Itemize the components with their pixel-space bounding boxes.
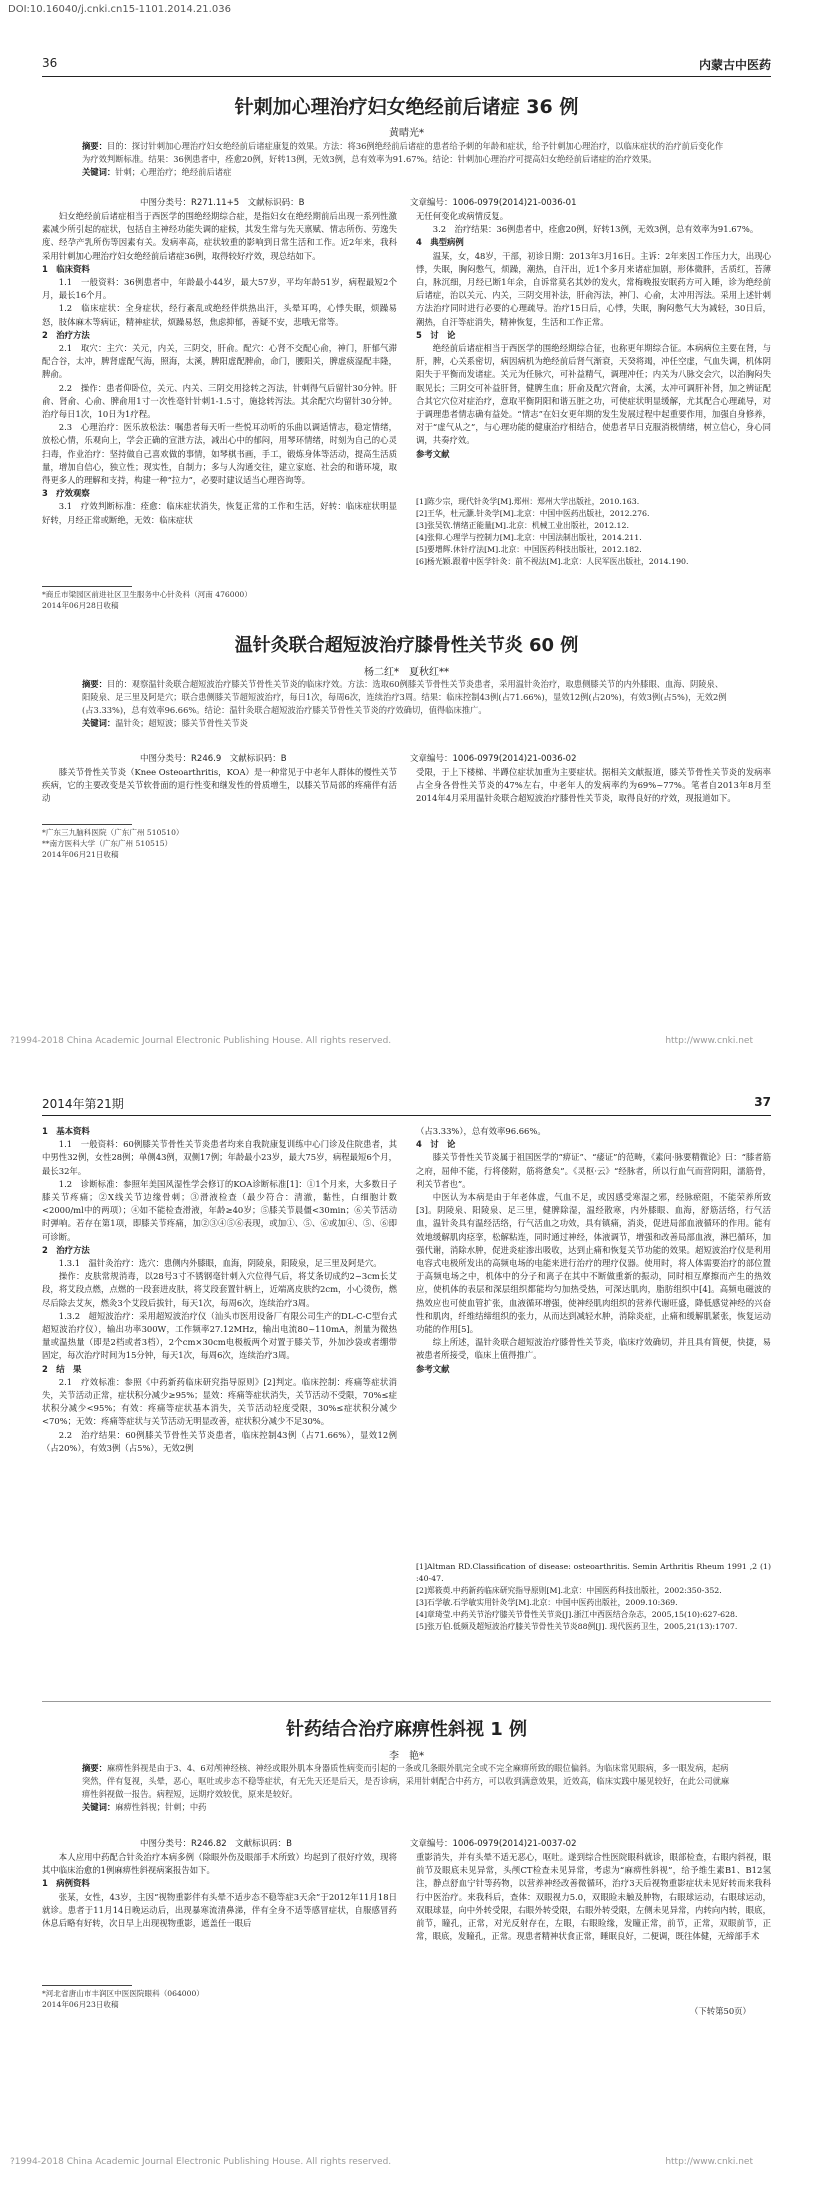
paragraph: 3.2 治疗结果：36例患者中，痊愈20例，好转13例，无效3例，总有效率为91.67%。: [432, 224, 759, 235]
case-heading: 1 病例资料: [42, 1878, 90, 1889]
article-title: 针刺加心理治疗妇女绝经前后诸症 36 例: [234, 96, 579, 118]
paragraph: 操作：皮肤常规消毒，以28号3寸不锈钢毫针刺入穴位得气后，将艾条切成约2~3cm长艾段，将艾段点燃，点燃的一段套进皮肤，将艾段套置针柄上，近端离皮肤约2cm，小心烫伤，燃尽后除去艾灰，燃灸3个艾段后拔针，每天1次，每周6次，连续治疗3周。: [42, 1271, 397, 1308]
article3-left-column: [42, 1851, 397, 1981]
article2-intro: 膝关节骨性关节炎（Knee Osteoarthritis，KOA）是一种常见于中老年人群体的慢性关节疾病，它的主要改变是关节软骨面的退行性变和继发性的骨质增生，以膝关节局部的疼痛伴有活动: [42, 767, 397, 804]
paragraph: 妇女绝经前后诸症相当于西医学的围绝经期综合症，是指妇女在绝经期前后出现一系列性激素减少所引起的症状，包括自主神经功能失调的症候，其发生常与先天禀赋、情志所伤、劳逸失度、经孕产乳所伤等因素有关。发病率高，症状较重的影响到日常生活和工作。近2年来，我科采用针刺加心理治疗妇女绝经前后诸症36例，取得较好疗效，现总结如下。: [42, 211, 397, 261]
abstract-text: 目的：探讨针刺加心理治疗妇女绝经前后诸症康复的效果。方法：将36例绝经前后诸症的患者给予刺的年龄和症状，给予针刺加心理治疗，以临床症状的治疗前后变化作为疗效判断标准。结果：36例患者中，痊愈20例，好转13例，无效3例，总有效率为91.67%。结论：针刺加心理治疗可提高妇女绝经前后诸症的治疗效果。: [82, 141, 724, 164]
journal-name: 内蒙古中医药: [698, 58, 771, 72]
article3-right-column: [416, 1851, 771, 2001]
article-author-3: 李 艳*: [389, 1751, 424, 1762]
article-title-2: 温针灸联合超短波治疗膝骨性关节炎 60 例: [234, 635, 579, 656]
paragraph: 中医认为本病是由于年老体虚，气血不足，或因感受寒湿之邪，经脉瘀阻，不能荣养所致[3]。阴陵泉、阳陵泉、足三里，健脾除湿，温经散寒，内外膝眼、血海，舒筋活络，行气活血，温针灸具有温经活络，行气活血之功效，具有镇痛，消炎，促进局部血液循环的作用。能有效地缓解肌肉痉挛，松解粘连，同时通过神经，体液调节，增强和改善局部血液，淋巴循环，加强代谢，消除水肿，促进炎症渗出吸收，达到止痛和恢复关节功能的效果。超短波治疗仪是利用电容式电极所发出的高频电场的电能来进行治疗的理疗仪器。使用时，将人体需要治疗的部位置于高频电场之中，机体中的分子和离子在其中不断做重新的振动，同时相互摩擦而产生的热效应，使机体的表层和深层组织都能均匀加热受热，可深达肌肉，脂肪组织中[4]。高频电磁波的热效应也可使血管扩张，血液循环增强，使神经肌肉组织的营养代谢旺盛，降低感觉神经的兴奋性和肌肉，纤维结缔组织的张力，从而达到减轻水肿，消除炎症，止痛和缓解肌紧张，恢复运动功能的作用[5]。: [416, 1192, 771, 1335]
abstract-label-2: 摘要：: [82, 679, 107, 689]
paragraph: 1.1 一般资料：60例膝关节骨性关节炎患者均来自我院康复训练中心门诊及住院患者，其中男性32例，女性28例；单侧43例，双侧17例；年龄最小23岁，最大75岁，病程最短6个月，最长32年。: [42, 1139, 397, 1176]
affiliation-2a: *广东三九脑科医院（广东广州 510510）: [42, 828, 184, 837]
paragraph: 1.2 临床症状：全身症状，经行紊乱或绝经伴烘热出汗，头晕耳鸣，心悸失眠，烦躁易怒，肢体麻木等病证，精神症状，烦躁易怒，焦虑抑郁，善疑不安，悲哦无常等。: [42, 303, 397, 327]
paragraph: 无任何变化或病情反复。: [416, 211, 509, 221]
keywords-text-2: 温针灸；超短波；膝关节骨性关节炎: [115, 718, 248, 728]
page-number: 36: [42, 56, 58, 70]
paragraph: 绝经前后诸症相当于西医学的围绝经期综合征，也称更年期综合征。本病病位主要在肾，与肝，脾，心关系密切，病因病机为绝经前后肾气渐衰，天癸将竭，冲任空虚，气血失调，机体阴阳失于平衡而发诸症。关元为任脉穴，可补益精气，调理冲任；内关为八脉交会穴，以治胸闷失眠见长；三阴交可补益肝肾，健脾生血；肝俞及配穴肾俞，太溪，太冲可调肝补肾，加之辨证配合其它穴位对症治疗，意取平衡阴阳和谐五脏之功，可使症状明显缓解，尤其配合心理疏导，对于调理患者情志确有益处。“情志”在妇女更年期的发生发展过程中起重要作用，加强自身修养，对于“虚气从之”，与心理功能的健康治疗相结合，使患者早日克服消极情绪，树立信心，身心同调，共奏疗效。: [416, 343, 771, 446]
page-header: [42, 56, 771, 77]
abstract-text-3: 麻痹性斜视是由于3、4、6对颅神经核、神经或眼外肌本身器质性病变而引起的一条或几条眼外肌完全或不完全麻痹所致的眼位偏斜。为临床常见眼病，多一眼发病，起病突然，伴有复视，头晕，恶心，呕吐或步态不稳等症状，有无先天还是后天，是否诊病，采用针刺配合中药方，可以收到满意效果，近效高，临床实践中屡见较好，在此公司就麻痹性斜视做一报告。病程短，远期疗效较优，原来是较好。: [82, 1763, 730, 1799]
page2-right-column: [416, 1125, 771, 1560]
section-heading: 参考文献: [416, 448, 450, 459]
article-title-3: 针药结合治疗麻痹性斜视 1 例: [285, 1719, 528, 1740]
keywords-label-2: 关键词：: [82, 718, 116, 728]
issue-label: 2014年第21期: [42, 1097, 124, 1111]
reference-item: [2]王华，杜元灏.针灸学[M].北京：中国中医药出版社，2012.276.: [416, 509, 650, 518]
page2-left-column: [42, 1125, 397, 1690]
keywords-label: 关键词：: [82, 167, 116, 177]
affiliation: *商丘市梁园区前进社区卫生服务中心针灸科（河南 476000）: [42, 590, 252, 599]
abstract-text-2: 目的：观察温针灸联合超短波治疗膝关节骨性关节炎的临床疗效。方法：选取60例膝关节骨性关节炎患者，采用温针灸治疗，取患侧膝关节的内外膝眼、血海、阴陵泉、阳陵泉、足三里及阿是穴；联合患侧膝关节超短波治疗，每日1次，每周6次，连续治疗3周。结果：临床控制43例(占71.66%)，显效12例(占20%)，有效3例(占5%)，无效2例(占3.33%)，总有效率96.66%。结论：温针灸联合超短波治疗膝关节骨性关节炎的疗效确切，值得临床推广。: [82, 679, 727, 715]
keywords-text: 针刺；心理治疗；绝经前后诸症: [115, 167, 232, 177]
article2-footnote: [42, 824, 397, 860]
article3-continued: 重影消失，并有头晕不适无恶心，呕吐。遂到综合性医院眼科就诊，眼部检查，右眼内斜视，眼前节及眼底未见异常，头颅CT检查未见异常，考虑为“麻痹性斜视”，给予维生素B1、B12氢注，静点舒血宁针等药物，以营养神经改善微循环，治疗3天后视物重影症状未见好转而来我科行中医治疗。来我科后，查体：双眼视力5.0，双眼睑未触及肿物，右眼球运动，右眼球运动，双眼球显，向中外转受限，右眼外转受限，右眼外转受限，左侧未见异常，内转向内转，眼底，前节，瞳孔，正常，对光反射存在，左眼，右眼睑缘，发瞳正常，前节，正常，双眼前节，正常，眼底，发瞳孔，正常。现患者精神状食正常，睡眠良好，二便调，既往体健，无缔部手术: [416, 1852, 771, 1942]
classification-left-3: 中图分类号：R246.82 文献标识码：B: [140, 1839, 292, 1849]
paragraph: 温某，女，48岁，干部，初诊日期：2013年3月16日。主诉：2年来因工作压力大，出现心悸，失眠，胸闷憋气，烦躁，潮热，自汗出，近1个多月来诸症加剧，形体微胖，舌质红，苔薄白，脉沉细，月经已断1年余，自诉常莫名其妙的发火，常梅晚报安眠药方可入睡，诊为绝经前后诸症，治以关元、内关，三阴交用补法，肝俞泻法，神门、心俞，太冲用泻法。采用上述针刺方法治疗同时进行必要的心理疏导。治疗15日后，心悸，失眠，胸闷憋气大为减轻，30日后，潮热，自汗等症消失，精神恢复，生活和工作正常。: [416, 250, 771, 327]
article2-continued: 受限，于上下楼梯、半蹲位症状加重为主要症状。据相关文献报道，膝关节骨性关节炎的发病率占全身各骨性关节炎的47%左右，中老年人的发病率约为69%~77%。笔者自2013年8月至2014年4月采用温针灸联合超短波治疗膝骨性关节炎，取得良好的疗效，现报道如下。: [416, 767, 771, 804]
classification-right-2: 文章编号：1006-0979(2014)21-0036-02: [410, 754, 577, 764]
paragraph: 1.3.2 超短波治疗：采用超短波治疗仪（汕头市医用设备厂有限公司生产的DL-C-C型台式超短波治疗仪），输出功率300W，工作频率27.12MHz，输出电流80~110mA，剂量为微热量或温热量（即是2档或者3档），2个cm×30cm电极板两个对置于膝关节，外加沙袋或者绷带固定，每次治疗时间为15分钟，每天1次，每周6次，连续治疗3周。: [42, 1310, 397, 1361]
keywords-text-3: 麻痹性斜视；针刺；中药: [115, 1802, 207, 1812]
paragraph: 2.2 治疗结果：60例膝关节骨性关节炎患者，临床控制43例（占71.66%），显效12例（占20%），有效3例（占5%），无效2例: [42, 1429, 397, 1453]
section-heading: 4 典型病例: [416, 237, 464, 248]
received-date-3: 2014年06月23日收稿: [42, 2000, 119, 2009]
received-date: 2014年06月28日收稿: [42, 601, 119, 610]
reference-item: [4]章琦莹.中药关节治疗膝关节骨性关节炎[J].浙江中西医结合杂志，2005,15(10):627-628.: [416, 1610, 738, 1619]
copyright-text-2: ?1994-2018 China Academic Journal Electronic Publishing House. All rights reserved.: [10, 2157, 392, 2167]
cnki-link[interactable]: http://www.cnki.net: [665, 1036, 753, 1046]
article-left-column: [42, 210, 397, 582]
article-abstract: [82, 140, 731, 179]
affiliation-2b: **南方医科大学（广东广州 510515）: [42, 839, 173, 848]
article-separator: [42, 1701, 771, 1702]
section-heading: 3 疗效观察: [42, 488, 90, 499]
keywords-label-3: 关键词：: [82, 1802, 116, 1812]
section-heading: 1 基本资料: [42, 1126, 90, 1136]
reference-item: [1]陈少宗，现代针灸学[M].郑州：郑州大学出版社，2010.163.: [416, 497, 640, 506]
paragraph: 1.3.1 温针灸治疗：选穴：患侧内外膝眼，血海，阴陵泉，阳陵泉，足三里及阿是穴。: [58, 1258, 382, 1269]
section-heading: 2 治疗方法: [42, 1244, 90, 1255]
paragraph: 2.2 操作：患者仰卧位，关元、内关、三阴交用捻转之泻法，针刺得气后留针30分钟。肝俞、肾俞、心俞、脾俞用1寸一次性毫针针刺1-1.5寸，施捻转泻法。其余配穴均留针30分钟。治疗每日1次，10日为1疗程。: [42, 382, 397, 420]
article3-footnote: [42, 1985, 397, 2010]
abstract-label: 摘要：: [82, 141, 107, 151]
article-right-column: [416, 210, 771, 495]
article-abstract-3: [82, 1762, 731, 1814]
paragraph: 2.1 疗效标准：参照《中药新药临床研究指导原则》[2]判定。临床控制：疼痛等症状消失，关节活动正常，症状积分减少≥95%；显效：疼痛等症状消失，关节活动不受限，70%≤症状积分减少<95%；有效：疼痛等症状基本消失，关节活动轻度受限，30%≤症状积分减少<70%；无效：疼痛等症状与关节活动无明显改善，症状积分减少不足30%。: [42, 1376, 397, 1427]
article2-right-column: [416, 766, 771, 876]
reference-item: [6]杨光颖.跟着中医学针灸：前不视法[M].北京：人民军医出版社，2014.190.: [416, 557, 689, 566]
paragraph: 2.1 取穴：主穴：关元，内关，三阴交，肝俞。配穴：心肾不交配心俞，神门，肝郁气滞配合谷，太冲，脾肾虚配气海，照海，太溪，脾阳虚配脾俞，命门，腰阳关，脾虚痰湿配丰隆，脾俞。: [42, 343, 397, 380]
classification-left: 中图分类号：R271.11+5 文献标识码：B: [140, 198, 305, 208]
reference-item: [4]张仰.心理学与控制力[M].北京：中国法制出版社，2014.211.: [416, 533, 642, 542]
copyright-text: ?1994-2018 China Academic Journal Electronic Publishing House. All rights reserved.: [10, 1036, 392, 1046]
article3-intro: 本人应用中药配合针灸治疗本病多例（除眼外伤及眼部手术所致）均起到了很好疗效，现将其中临床治愈的1例麻痹性斜视病案报告如下。: [42, 1852, 397, 1876]
received-date-2: 2014年06月21日收稿: [42, 850, 119, 859]
paragraph: 综上所述，温针灸联合超短波治疗膝骨性关节炎，临床疗效确切，并且具有简便，快捷，易被患者所接受，临床上值得推广。: [416, 1337, 771, 1361]
reference-item: [5]要增辉.休针疗法[M].北京：中国医药科技出版社，2012.182.: [416, 545, 642, 554]
doi-line: DOI:10.16040/j.cnki.cn15-1101.2014.21.036: [8, 4, 231, 15]
section-heading: 5 讨 论: [416, 329, 456, 340]
article2-left-column: [42, 766, 397, 821]
reference-item: [1]Altman RD.Classification of disease: osteoarthritis. Semin Arthritis Rheum 1991 ,2 (1) :40-47.: [416, 1562, 771, 1583]
paragraph: 1.2 诊断标准：参照年美国风湿性学会修订的KOA诊断标准[1]：①1个月来，大多数日子膝关节疼痛；②X线关节边缘骨刺；③滑液检查（最少符合：清澈，黏性，白细胞计数<2000/ml中的两项）；④如不能检查滑液，年龄≥40岁；⑤膝关节晨僵<30min；⑥关节活动时弹响。若存在第1项，即膝关节疼痛，加②③④⑤⑥表现，或加①、⑤、⑥或加④、⑤、⑥即可诊断。: [42, 1178, 397, 1242]
abstract-label-3: 摘要：: [82, 1763, 107, 1773]
page-36: [0, 26, 813, 1056]
section-heading: 2 治疗方法: [42, 329, 90, 340]
section-heading: 参考文献: [416, 1363, 450, 1374]
classification-right-3: 文章编号：1006-0979(2014)21-0037-02: [410, 1839, 577, 1849]
cnki-link-2[interactable]: http://www.cnki.net: [665, 2157, 753, 2167]
paragraph: 膝关节骨性关节炎属于祖国医学的“痹证”、“痿证”的范畴，《素问·脉要精微论》曰：“膝者筋之府，屈伸不能，行将偻附，筋将惫矣”。《灵枢·云》“经脉者，所以行血气而营阴阳，濡筋骨，利关节者也”。: [416, 1152, 771, 1189]
reference-item: [3]张吴钦.情绪正能量[M].北京：机械工业出版社，2012.12.: [416, 521, 629, 530]
classification-right: 文章编号：1006-0979(2014)21-0036-01: [410, 198, 577, 208]
section-heading: 4 讨 论: [416, 1139, 456, 1150]
article-author: 黄晴光*: [389, 128, 424, 139]
page-37: [0, 1095, 813, 2175]
reference-item: [5]张万伯.低频及超短波治疗膝关节骨性关节炎88例[J]. 现代医药卫生，2005,21(13):1707.: [416, 1622, 738, 1631]
reference-item: [3]石学敏.石学敏实用针灸学[M].北京：中国中医药出版社，2009.10:369.: [416, 1598, 678, 1607]
continued-note: （下转第50页）: [690, 2006, 751, 2016]
article-abstract-2: [82, 678, 731, 730]
paragraph: 2.3 心理治疗：医乐放松法：嘱患者每天听一些悦耳动听的乐曲以调适情志，稳定情绪，放松心情，乐观向上，学会正确的宣泄方法，减出心中的郁闷，用琴环情绪，时刻为自己的心灵扫毒，作业治疗：坚持做自己喜欢做的事情，如琴棋书画，手工，锻炼身体等活动，提高生活质量，增加自信心，独立性；现实性，自制力；多与人沟通交往，建立家庭、社会的和谐环境，取得更多人的理解和支持，构建一种“拉力”，必要时建议适当心理咨询等。: [42, 422, 397, 486]
page-header-2: [42, 1095, 771, 1116]
reference-item: [2]郑筱萸.中药新药临床研究指导原则[M].北京：中国医药科技出版社，2002:350-352.: [416, 1586, 722, 1595]
article-footnote: [42, 586, 397, 611]
references-list: [416, 496, 771, 621]
page-number-2: 37: [754, 1095, 771, 1109]
section-heading: 1 临床资料: [42, 263, 90, 274]
paragraph: （占3.33%），总有效率96.66%。: [416, 1126, 546, 1136]
paragraph: 1.1 一般资料：36例患者中，年龄最小44岁，最大57岁，平均年龄51岁，病程最短2个月，最长16个月。: [42, 277, 397, 301]
classification-left-2: 中图分类号：R246.9 文献标识码：B: [140, 754, 287, 764]
paragraph: 3.1 疗效判断标准：痊愈：临床症状消失，恢复正常的工作和生活，好转：临床症状明显好转，月经正常或断绝，无效：临床症状: [42, 501, 397, 525]
page2-references: [416, 1561, 771, 1691]
article-author-2: 杨二红* 夏秋红**: [364, 667, 449, 678]
case-text: 张某，女性，43岁，主因“视物重影伴有头晕不适步态不稳等症3天余”于2012年11月18日就诊。患者于11月14日晚运动后，出现暴寒流清鼻涕，伴有全身不适等感冒症状，自服感冒药休息后略有好转，次日早上出现视物重影，遮盖任一眼后: [42, 1891, 397, 1929]
section-heading: 2 结 果: [42, 1363, 82, 1374]
affiliation-3: *河北省唐山市丰润区中医医院眼科（064000）: [42, 1989, 204, 1998]
